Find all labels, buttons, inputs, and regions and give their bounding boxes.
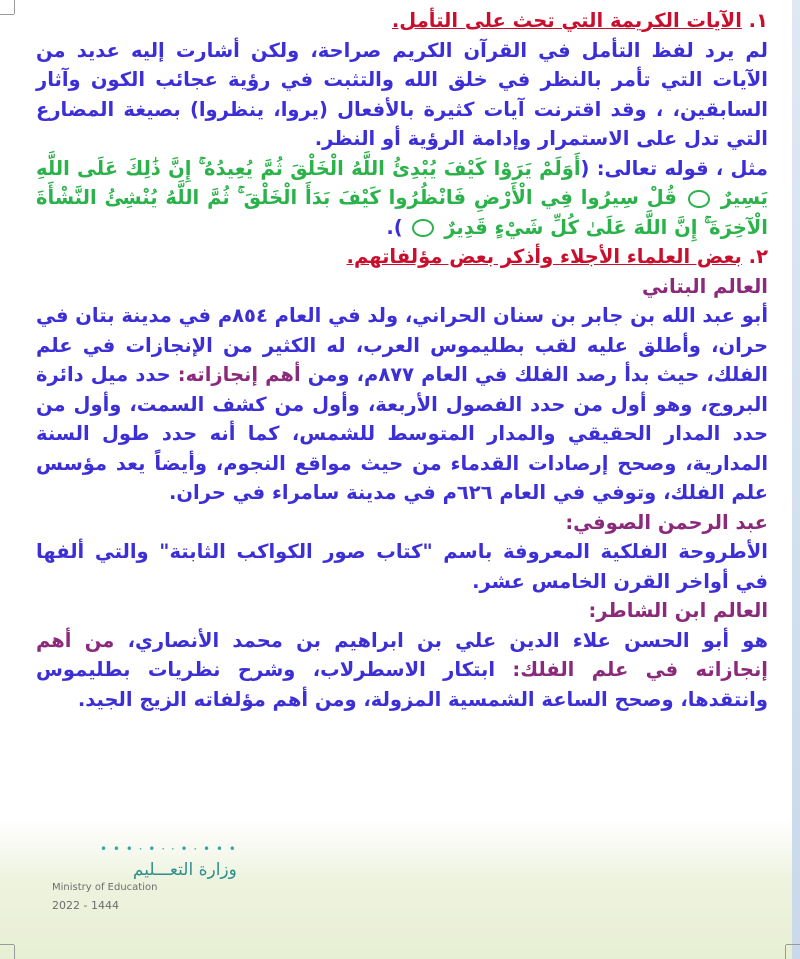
crop-mark	[785, 945, 786, 959]
scholar-1-text-b: حدد ميل دائرة البروج، وهو أول من حدد الفصول الأربعة، وأول من كشف السمت، وأول من حدد المدار الحقيقي والمدار المتوسط للشمس، كما أنه حدد طول السنة المدارية، وصحح إرصادات القدماء من حيث مواقع النجوم، وأيضاً يعد مؤسس علم الفلك، وتوفي في العام ٦٢٦م في مدينة سامراء في حران.	[36, 363, 768, 504]
scholar-1-name: العالم البتاني	[641, 274, 768, 298]
example-intro: مثل ، قوله تعالى: (	[580, 156, 768, 180]
ayah-end-icon	[412, 219, 434, 237]
lesson-content	[36, 6, 768, 714]
scholar-3-text-b: ابتكار الاسطرلاب، وشرح نظريات بطليموس وانتقدها، وصحح الساعة الشمسية المزولة، ومن أهم مؤلفاته الزيج الجيد.	[36, 658, 768, 711]
scholar-3-achievements-label: من أهم إنجازاته في علم الفلك:	[36, 628, 768, 681]
crop-mark	[14, 945, 15, 959]
scholar-1-text-a: أبو عبد الله بن جابر بن سنان الحراني، ولد في العام ٨٥٤م في مدينة بتان في حران، وأطلق عليه لقب بطليموس العرب، له الكثير من الإنجازات في علم الفلك، حيث بدأ رصد الفلك في العام ٨٧٧م، ومن	[36, 304, 768, 386]
scholar-3-text-a: هو أبو الحسن علاء الدين علي بن ابراهيم بن محمد الأنصاري،	[114, 628, 769, 652]
logo-arabic: وزارة التعـــليم	[132, 860, 237, 880]
section-1-heading	[36, 6, 768, 36]
section-1-title: الآيات الكريمة التي تحث على التأمل.	[391, 9, 742, 32]
scholar-2-name: عبد الرحمن الصوفي:	[565, 510, 768, 534]
section-1-number: ١.	[748, 9, 768, 32]
scholar-1-achievements-label: أهم إنجازاته:	[177, 363, 301, 386]
scholar-3-name: العالم ابن الشاطر:	[588, 599, 768, 622]
section-2-title: بعض العلماء الأجلاء وأذكر بعض مؤلفاتهم.	[346, 245, 742, 268]
logo-english: Ministry of Education	[52, 882, 158, 893]
section-2-heading	[36, 242, 768, 272]
crop-mark	[0, 14, 14, 15]
ayah-end-icon	[688, 190, 710, 208]
example-verse	[36, 154, 768, 243]
scholar-1-bio	[36, 301, 768, 508]
section-2-number: ٢.	[748, 245, 768, 268]
ministry-logo	[52, 842, 237, 912]
logo-dots-icon: • • • ⋅ • ⋅ ⋅ • ⋅ • • •	[100, 842, 237, 856]
section-1-paragraph: لم يرد لفظ التأمل في القرآن الكريم صراحة، ولكن أشارت إليه عديد من الآيات التي تأمر بالنظر في خلق الله والتثبت في رؤية عجائب الكون وآثار السابقين، ، وقد اقترنت آيات كثيرة بالأفعال (يروا، ينظروا) بصيغة المضارع التي تدل على الاستمرار وإدامة الرؤية أو النظر.	[36, 38, 768, 150]
scholar-2-bio: الأطروحة الفلكية المعروفة باسم "كتاب صور الكواكب الثابتة" والتي ألفها في أواخر القرن الخامس عشر.	[36, 540, 768, 593]
page-edge-bar	[792, 0, 800, 959]
crop-mark	[0, 944, 14, 945]
scholar-3-bio	[36, 626, 768, 715]
crop-mark	[14, 0, 15, 14]
example-close: ).	[386, 215, 403, 239]
logo-year: 2022 - 1444	[52, 899, 119, 912]
verse-part-2: قُلْ سِيرُوا فِي الْأَرْضِ فَانْظُرُوا كَيْفَ بَدَأَ الْخَلْقَ ۚ ثُمَّ اللَّهُ يُنْشِئُ النَّشْأَةَ الْآخِرَةَ ۚ إِنَّ اللَّهَ عَلَىٰ كُلِّ شَيْءٍ قَدِيرٌ	[36, 186, 768, 239]
verse-part-1: أَوَلَمْ يَرَوْا كَيْفَ يُبْدِئُ اللَّهُ الْخَلْقَ ثُمَّ يُعِيدُهُ ۚ إِنَّ ذَٰلِكَ عَلَى اللَّهِ يَسِيرٌ	[36, 156, 768, 209]
crop-mark	[786, 944, 800, 945]
